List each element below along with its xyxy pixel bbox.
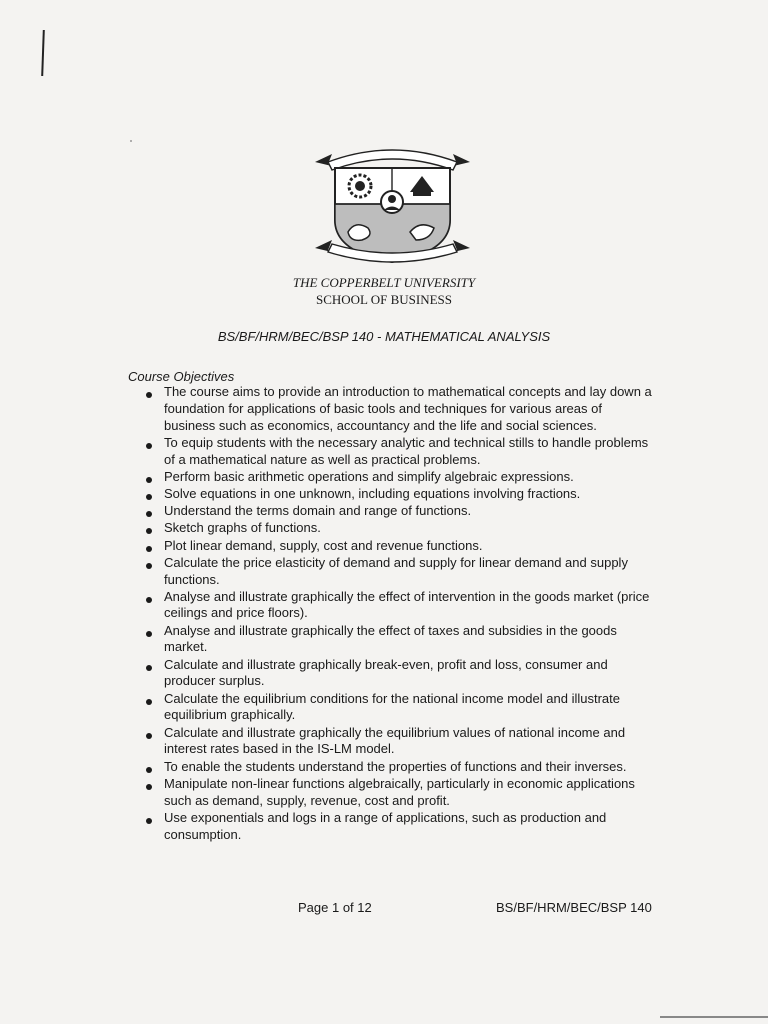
list-item: Manipulate non-linear functions algebraically, particularly in economic applications such as demand, supply, revenue, cost and profit. bbox=[145, 776, 655, 810]
list-item: To equip students with the necessary analytic and technical stills to handle problems of a mathematical nature as well as practical problems. bbox=[145, 435, 655, 469]
pen-margin-mark bbox=[41, 30, 45, 76]
list-item: Analyse and illustrate graphically the effect of taxes and subsidies in the goods market. bbox=[145, 623, 655, 657]
scan-speck bbox=[130, 140, 132, 142]
list-item: Calculate the price elasticity of demand and supply for linear demand and supply functions. bbox=[145, 555, 655, 589]
school-name: SCHOOL OF BUSINESS bbox=[315, 292, 453, 307]
objectives-list bbox=[145, 384, 655, 844]
list-item: Solve equations in one unknown, including equations involving fractions. bbox=[145, 486, 655, 503]
list-item: Calculate the equilibrium conditions for the national income model and illustrate equilibrium graphically. bbox=[145, 691, 655, 725]
footer-course-code: BS/BF/HRM/BEC/BSP 140 bbox=[496, 900, 652, 915]
list-item: Understand the terms domain and range of functions. bbox=[145, 503, 655, 520]
list-item: Plot linear demand, supply, cost and revenue functions. bbox=[145, 538, 655, 555]
list-item: Calculate and illustrate graphically break-even, profit and loss, consumer and producer surplus. bbox=[145, 657, 655, 691]
university-name: THE COPPERBELT UNIVERSITY bbox=[292, 275, 476, 290]
list-item: Analyse and illustrate graphically the effect of intervention in the goods market (price ceilings and price floors). bbox=[145, 589, 655, 623]
course-title: BS/BF/HRM/BEC/BSP 140 - MATHEMATICAL ANALYSIS bbox=[217, 329, 551, 344]
list-item: Perform basic arithmetic operations and simplify algebraic expressions. bbox=[145, 469, 655, 486]
list-item: The course aims to provide an introduction to mathematical concepts and lay down a foundation for applications of basic tools and techniques for various areas of business such as economics, accountancy and the life and social sciences. bbox=[145, 384, 655, 434]
objectives-heading: Course Objectives bbox=[128, 369, 235, 384]
scan-edge-line bbox=[660, 1016, 768, 1018]
list-item: To enable the students understand the properties of functions and their inverses. bbox=[145, 759, 655, 776]
list-item: Calculate and illustrate graphically the equilibrium values of national income and interest rates based in the IS-LM model. bbox=[145, 725, 655, 759]
list-item: Use exponentials and logs in a range of applications, such as production and consumption. bbox=[145, 810, 655, 844]
page-number: Page 1 of 12 bbox=[298, 900, 372, 915]
university-crest-logo bbox=[310, 140, 475, 270]
list-item: Sketch graphs of functions. bbox=[145, 520, 655, 537]
